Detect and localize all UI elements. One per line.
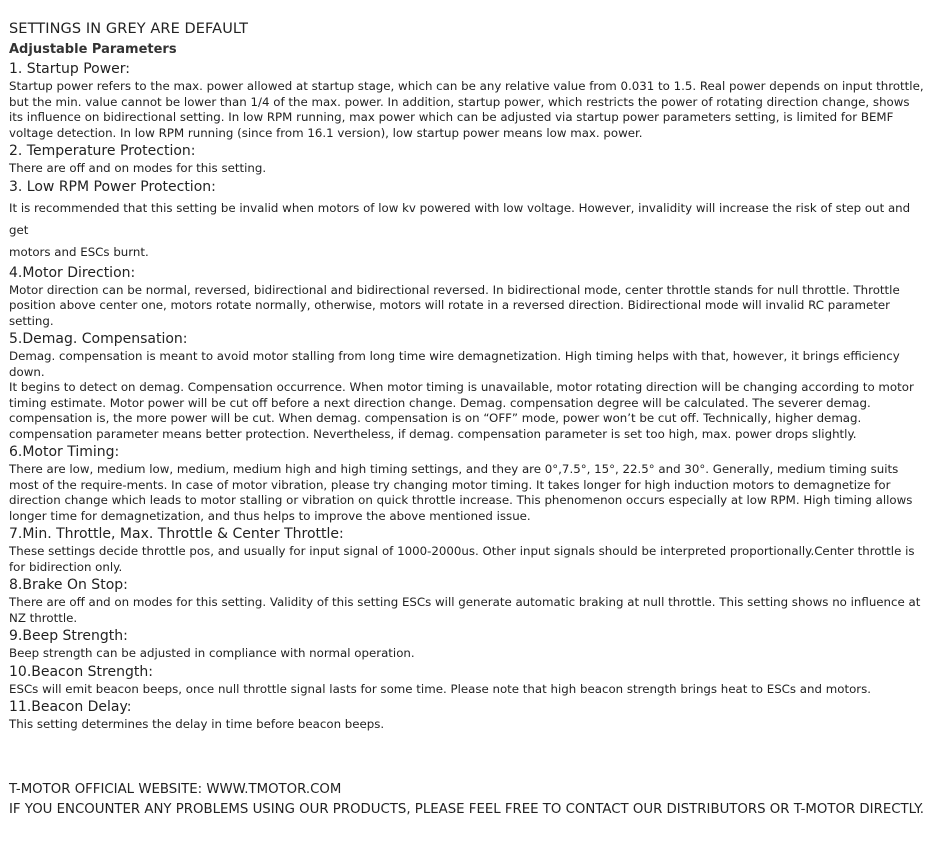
section-motor-timing: [9, 443, 932, 524]
contact-line: IF YOU ENCOUNTER ANY PROBLEMS USING OUR PRODUCTS, PLEASE FEEL FREE TO CONTACT OUR DISTRIBUTORS OR T-MOTOR DIRECTLY.: [9, 802, 924, 817]
section-throttle-range: [9, 525, 932, 575]
section-title: 9.Beep Strength:: [9, 628, 128, 644]
section-title: 5.Demag. Compensation:: [9, 331, 188, 347]
section-body: Beep strength can be adjusted in compliance with normal operation.: [9, 646, 415, 660]
section-beacon-strength: [9, 663, 932, 698]
section-title: 3. Low RPM Power Protection:: [9, 178, 216, 195]
section-body: It is recommended that this setting be invalid when motors of low kv powered with low voltage. However, invalidity will increase the risk of step out and get motors and ESCs burnt.: [9, 200, 911, 259]
section-startup-power: [9, 60, 932, 141]
section-body: There are off and on modes for this setting. Validity of this setting ESCs will generate automatic braking at null throttle. This setting shows no influence at NZ throttle.: [9, 595, 921, 625]
section-body: There are low, medium low, medium, medium high and high timing settings, and they are 0°,7.5°, 15°, 22.5° and 30°. Generally, medium timing suits most of the require-ments. In case of motor vibration, please try changing motor timing. It takes longer for high induction motors to demagnetize for direction change which leads to motor stalling or vibration on quick throttle increase. This phenomenon occurs especially at low RPM. High timing allows longer time for demagnetization, and thus helps to improve the above mentioned issue.: [9, 462, 913, 523]
section-temperature-protection: [9, 142, 932, 177]
section-brake-on-stop: [9, 576, 932, 626]
section-demag-compensation: [9, 330, 932, 442]
section-body: ESCs will emit beacon beeps, once null throttle signal lasts for some time. Please note that high beacon strength brings heat to ESCs and motors.: [9, 681, 872, 696]
section-body: This setting determines the delay in time before beacon beeps.: [9, 717, 385, 731]
section-body: Motor direction can be normal, reversed, bidirectional and bidirectional reversed. In bidirectional mode, center throttle stands for null throttle. Throttle position above center one, motors rotate normally, otherwise, motors will rotate in a reversed direction. Bidirectional mode will invalid RC parameter setting.: [9, 282, 900, 328]
page-footer: [9, 780, 934, 820]
section-title: 7.Min. Throttle, Max. Throttle & Center Throttle:: [9, 526, 344, 542]
website-line: T-MOTOR OFFICIAL WEBSITE: WWW.TMOTOR.COM: [9, 782, 342, 797]
section-title: 2. Temperature Protection:: [9, 143, 196, 159]
section-title: 8.Brake On Stop:: [9, 577, 128, 593]
section-title: 1. Startup Power:: [9, 61, 131, 77]
section-body: Demag. compensation is meant to avoid motor stalling from long time wire demagnetization. High timing helps with that, however, it brings efficiency down. It begins to detect on demag. Compensation occurrence. When motor timing is unavailable, motor rotating direction will be changing according to motor timing estimate. Motor power will be cut off before a next direction change. Demag. compensation degree will be calculated. The severer demag. compensation is, the more power will be cut. When demag. compensation is on “OFF” mode, power won’t be cut off. Technically, higher demag. compensation parameter means better protection. Nevertheless, if demag. compensation parameter is set too high, max. power drops slightly.: [9, 349, 914, 441]
section-body: These settings decide throttle pos, and usually for input signal of 1000-2000us. Other input signals should be interpreted proportionally.Center throttle is for bidirection only.: [9, 544, 915, 574]
section-low-rpm-power-protection: [9, 178, 932, 263]
page-subtitle: Adjustable Parameters: [9, 42, 177, 57]
section-motor-direction: [9, 264, 932, 330]
section-title: 11.Beacon Delay:: [9, 699, 132, 715]
section-beep-strength: [9, 627, 932, 662]
section-title: 4.Motor Direction:: [9, 264, 136, 281]
section-body: Startup power refers to the max. power allowed at startup stage, which can be any relative value from 0.031 to 1.5. Real power depends on input throttle, but the min. value cannot be lower than 1/4 of the max. power. In addition, startup power, which restricts the power of rotating direction change, shows its influence on bidirectional setting. In low RPM running, max power which can be adjusted via startup power parameters setting, is limited for BEMF voltage detection. In low RPM running (since from 16.1 version), low startup power means low max. power.: [9, 79, 924, 140]
section-title: 10.Beacon Strength:: [9, 663, 153, 680]
page-title: SETTINGS IN GREY ARE DEFAULT: [9, 21, 249, 37]
section-title: 6.Motor Timing:: [9, 444, 120, 460]
section-body: There are off and on modes for this setting.: [9, 161, 267, 175]
section-beacon-delay: [9, 698, 932, 733]
